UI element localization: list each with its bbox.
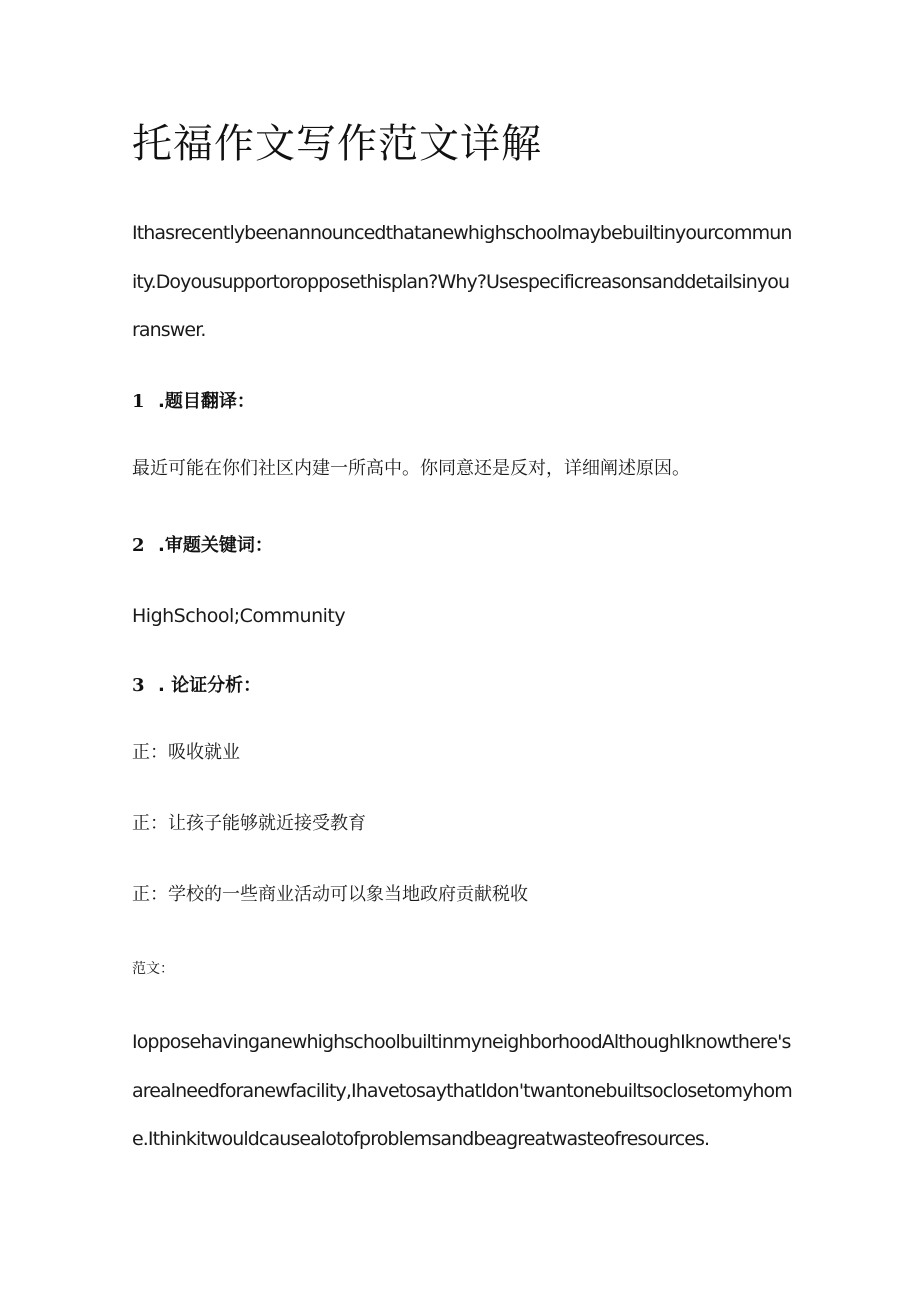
section-heading-keywords [132, 532, 273, 560]
analysis-point: 正：吸收就业 [132, 742, 240, 763]
essay-prompt: Ithasrecentlybeenannouncedthatanewhighschoolmaybebuiltinyourcommunity.Doyousupportoropposethisplan?Why?Usespecificreasonsanddetailsinyouranswer. [132, 222, 792, 341]
sample-essay-text: IopposehavinganewhighschoolbuiltinmyneighborhoodAlthoughIknowthere'sarealneedforanewfacility,IhavetosaythatIdon'twantonebuiltsoclosetomyhome.Ithinkitwouldcausealotofproblemsandbeagreatwasteofresources. [132, 1031, 792, 1150]
section-number: 3 [132, 675, 145, 696]
section-heading-analysis [132, 672, 261, 700]
sample-essay-label: 范文： [132, 961, 174, 977]
section-label: .题目翻译： [158, 391, 255, 412]
section-label: .审题关键词： [158, 535, 273, 556]
keywords-text: HighSchool;Community [132, 605, 346, 627]
page-title: 托福作文写作范文详解 [132, 121, 542, 167]
section-number: 1 [132, 391, 145, 412]
section-label: . 论证分析： [158, 675, 262, 696]
section-heading-translation [132, 388, 255, 416]
section-number: 2 [132, 535, 145, 556]
analysis-point: 正：让孩子能够就近接受教育 [132, 813, 366, 834]
translation-text: 最近可能在你们社区内建一所高中。你同意还是反对，详细阐述原因。 [132, 458, 690, 479]
analysis-point: 正：学校的一些商业活动可以象当地政府贡献税收 [132, 884, 528, 905]
